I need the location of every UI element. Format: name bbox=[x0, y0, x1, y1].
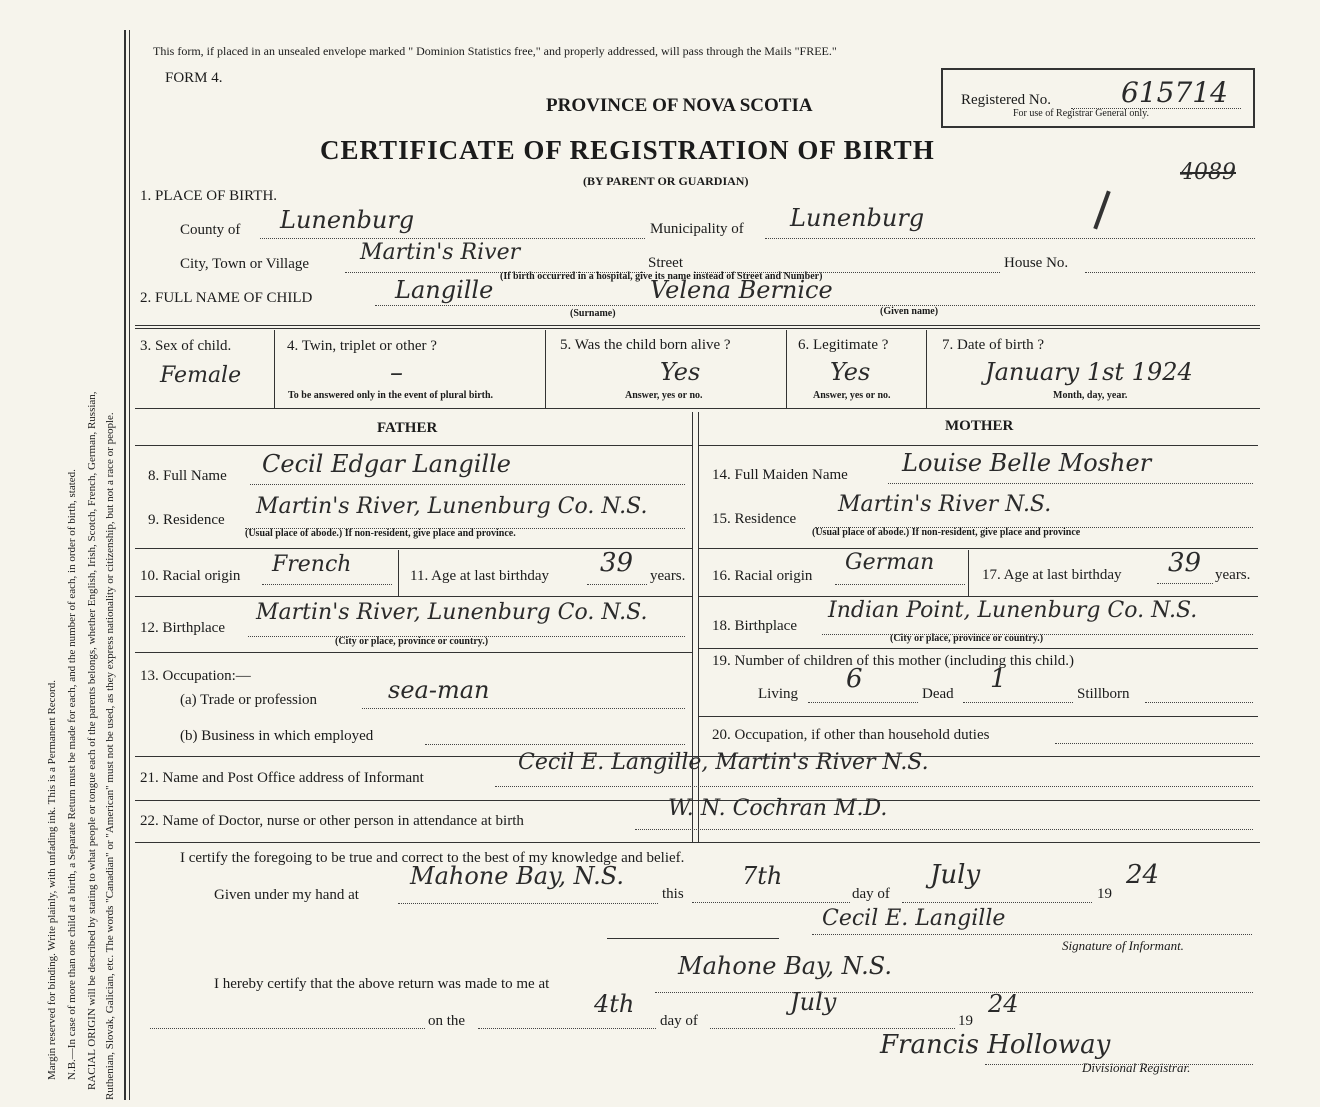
mother-name-value: Louise Belle Mosher bbox=[902, 449, 1152, 477]
separator-rule bbox=[607, 938, 779, 939]
this-label: this bbox=[662, 886, 684, 902]
father-residence-note: (Usual place of abode.) If non-resident, give place and province. bbox=[245, 528, 516, 539]
mother-name-label: 14. Full Maiden Name bbox=[712, 467, 848, 483]
given-at-label: Given under my hand at bbox=[214, 887, 359, 903]
mother-years: years. bbox=[1215, 567, 1251, 583]
father-heading: FATHER bbox=[377, 420, 438, 436]
mother-residence-value: Martin's River N.S. bbox=[838, 492, 1052, 517]
informant-signature: Cecil E. Langille bbox=[822, 906, 1006, 931]
year2-prefix: 19 bbox=[958, 1013, 973, 1029]
twin-value: – bbox=[390, 358, 403, 388]
dead-value: 1 bbox=[990, 664, 1007, 694]
day-of-label-2: day of bbox=[660, 1013, 698, 1029]
father-name-value: Cecil Edgar Langille bbox=[262, 450, 511, 478]
living-label: Living bbox=[758, 686, 798, 702]
mother-residence-label: 15. Residence bbox=[712, 511, 797, 527]
row3-bottom-rule bbox=[135, 408, 1260, 409]
place-heading: 1. PLACE OF BIRTH. bbox=[140, 188, 278, 204]
mother-race-label: 16. Racial origin bbox=[712, 568, 813, 584]
province-title: PROVINCE OF NOVA SCOTIA bbox=[546, 95, 813, 116]
house-no-label: House No. bbox=[1004, 255, 1069, 271]
children-count-label: 19. Number of children of this mother (including this child.) bbox=[712, 653, 1075, 669]
sex-label: 3. Sex of child. bbox=[140, 338, 232, 354]
mother-heading: MOTHER bbox=[945, 418, 1014, 434]
born-alive-value: Yes bbox=[660, 358, 701, 386]
on-the-label: on the bbox=[428, 1013, 466, 1029]
legitimate-label: 6. Legitimate ? bbox=[798, 337, 889, 353]
registrar-label: Divisional Registrar. bbox=[1082, 1060, 1191, 1075]
month-value: July bbox=[930, 860, 981, 890]
father-race-value: French bbox=[272, 552, 352, 577]
signature-label: Signature of Informant. bbox=[1062, 938, 1184, 953]
year2-value: 24 bbox=[988, 990, 1019, 1018]
county-label: County of bbox=[180, 222, 241, 238]
doctor-value: W. N. Cochran M.D. bbox=[668, 796, 888, 821]
year-prefix: 19 bbox=[1097, 886, 1112, 902]
doctor-label: 22. Name of Doctor, nurse or other person in attendance at birth bbox=[140, 813, 524, 829]
day-of-label: day of bbox=[852, 886, 890, 902]
year-value: 24 bbox=[1126, 860, 1160, 890]
left-border-inner bbox=[129, 30, 130, 1100]
form-number: FORM 4. bbox=[165, 70, 223, 86]
city-value: Martin's River bbox=[360, 240, 521, 265]
child-given-value: Velena Bernice bbox=[650, 276, 833, 304]
living-value: 6 bbox=[846, 664, 863, 694]
registrar-certify-statement: I hereby certify that the above return was made to me at bbox=[214, 976, 550, 992]
mother-birthplace-note: (City or place, province or country.) bbox=[890, 633, 1044, 644]
father-age-label: 11. Age at last birthday bbox=[410, 568, 549, 584]
street-label: Street bbox=[648, 255, 683, 271]
mother-age-value: 39 bbox=[1168, 548, 1202, 578]
certificate-subtitle: (BY PARENT OR GUARDIAN) bbox=[583, 174, 749, 188]
given-at-place: Mahone Bay, N.S. bbox=[410, 862, 624, 890]
father-birthplace-value: Martin's River, Lunenburg Co. N.S. bbox=[256, 600, 648, 625]
mother-occupation-label: 20. Occupation, if other than household duties bbox=[712, 727, 990, 743]
child-surname-value: Langille bbox=[395, 276, 494, 304]
pen-stroke bbox=[1093, 191, 1110, 230]
sex-value: Female bbox=[160, 363, 242, 388]
date-of-birth-note: Month, day, year. bbox=[1053, 390, 1128, 401]
registrar-note: For use of Registrar General only. bbox=[1013, 108, 1149, 119]
margin-racial-note: RACIAL ORIGIN will be described by stating to what people or tongue each of the parents belongs, whether English, Irish, Scotch, French, German, Russian, bbox=[86, 391, 98, 1090]
occupation-label: 13. Occupation:— bbox=[140, 668, 251, 684]
mother-race-value: German bbox=[845, 550, 935, 575]
registered-no-value: 615714 bbox=[1121, 76, 1228, 109]
on-day-value: 4th bbox=[594, 990, 635, 1018]
registrar-place: Mahone Bay, N.S. bbox=[678, 952, 892, 980]
dead-label: Dead bbox=[922, 686, 954, 702]
registrar-signature: Francis Holloway bbox=[880, 1030, 1111, 1060]
row3-top-rule bbox=[135, 325, 1260, 326]
twin-note: To be answered only in the event of plural birth. bbox=[288, 390, 494, 401]
registration-box bbox=[941, 68, 1255, 128]
child-name-label: 2. FULL NAME OF CHILD bbox=[140, 290, 313, 306]
certify-statement: I certify the foregoing to be true and correct to the best of my knowledge and belief. bbox=[180, 850, 685, 866]
municipality-value: Lunenburg bbox=[790, 204, 925, 232]
hospital-note: (If birth occurred in a hospital, give its name instead of Street and Number) bbox=[500, 271, 823, 282]
county-value: Lunenburg bbox=[280, 206, 415, 234]
father-name-label: 8. Full Name bbox=[148, 468, 227, 484]
father-years: years. bbox=[650, 568, 686, 584]
mother-birthplace-value: Indian Point, Lunenburg Co. N.S. bbox=[828, 598, 1198, 623]
twin-label: 4. Twin, triplet or other ? bbox=[287, 338, 437, 354]
trade-label: (a) Trade or profession bbox=[180, 692, 318, 708]
born-alive-note: Answer, yes or no. bbox=[625, 390, 703, 401]
informant-label: 21. Name and Post Office address of Informant bbox=[140, 770, 424, 786]
father-birthplace-label: 12. Birthplace bbox=[140, 620, 225, 636]
mother-residence-note: (Usual place of abode.) If non-resident, give place and province bbox=[812, 527, 1081, 538]
month-value-2: July bbox=[790, 988, 837, 1016]
margin-plural-note: N.B.—In case of more than one child at a birth, a Separate Return must be made for each, and the number of each, in order of birth, stated. bbox=[66, 469, 78, 1080]
father-birthplace-note: (City or place, province or country.) bbox=[335, 636, 489, 647]
father-residence-label: 9. Residence bbox=[148, 512, 225, 528]
mother-birthplace-label: 18. Birthplace bbox=[712, 618, 797, 634]
surname-note: (Surname) bbox=[570, 308, 616, 319]
given-note: (Given name) bbox=[880, 306, 939, 317]
registered-no-label: Registered No. bbox=[961, 92, 1051, 108]
father-residence-value: Martin's River, Lunenburg Co. N.S. bbox=[256, 494, 648, 519]
city-label: City, Town or Village bbox=[180, 256, 310, 272]
corner-mark: 4089 bbox=[1180, 160, 1236, 185]
left-border bbox=[124, 30, 126, 1100]
mother-age-label: 17. Age at last birthday bbox=[982, 567, 1122, 583]
margin-binding-note: Margin reserved for binding. Write plainly, with unfading ink. This is a Permanent Record. bbox=[46, 680, 58, 1080]
municipality-label: Municipality of bbox=[650, 221, 744, 237]
date-of-birth-value: January 1st 1924 bbox=[985, 358, 1193, 386]
margin-racial-note-2: Ruthenian, Slovak, Galician, etc. The words "Canadian" or "American" must not be used, as they express nationality or citizenship, but not a race or people. bbox=[104, 412, 116, 1100]
mail-notice: This form, if placed in an unsealed envelope marked " Dominion Statistics free," and properly addressed, will pass through the Mails "FREE." bbox=[153, 44, 837, 58]
legitimate-note: Answer, yes or no. bbox=[813, 390, 891, 401]
this-day-value: 7th bbox=[742, 862, 783, 890]
certificate-title: CERTIFICATE OF REGISTRATION OF BIRTH bbox=[320, 135, 935, 165]
business-label: (b) Business in which employed bbox=[180, 728, 374, 744]
stillborn-label: Stillborn bbox=[1077, 686, 1130, 702]
father-race-label: 10. Racial origin bbox=[140, 568, 241, 584]
born-alive-label: 5. Was the child born alive ? bbox=[560, 337, 731, 353]
legitimate-value: Yes bbox=[830, 358, 871, 386]
date-of-birth-label: 7. Date of birth ? bbox=[942, 337, 1045, 353]
trade-value: sea-man bbox=[388, 676, 490, 704]
father-age-value: 39 bbox=[600, 548, 634, 578]
informant-value: Cecil E. Langille, Martin's River N.S. bbox=[518, 750, 929, 775]
center-divider bbox=[692, 412, 693, 842]
